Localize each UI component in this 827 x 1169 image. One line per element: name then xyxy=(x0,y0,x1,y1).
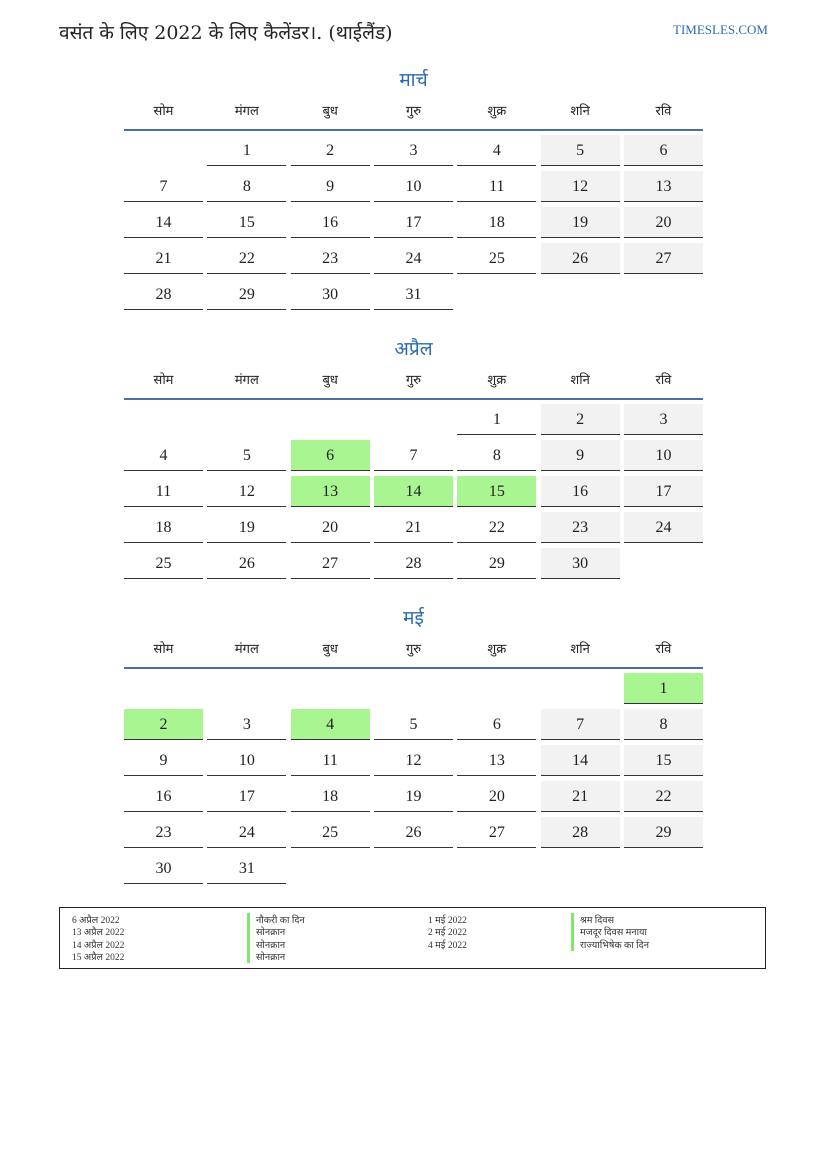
day-cell: 1 xyxy=(624,673,703,704)
day-cell: 26 xyxy=(374,817,453,848)
legend-date: 4 मई 2022 xyxy=(428,940,467,951)
weekday-label: रवि xyxy=(655,104,672,119)
empty-day-cell xyxy=(374,673,453,704)
empty-day-cell xyxy=(207,404,286,435)
empty-day-cell xyxy=(624,853,703,884)
weekday-label: गुरु xyxy=(405,642,422,657)
day-cell: 11 xyxy=(291,745,370,776)
empty-day-cell xyxy=(541,673,620,704)
day-cell: 18 xyxy=(291,781,370,812)
month-name: मई xyxy=(403,607,424,629)
empty-day-cell xyxy=(291,404,370,435)
day-cell: 18 xyxy=(124,512,203,543)
week-row xyxy=(124,669,703,705)
day-cell: 25 xyxy=(291,817,370,848)
day-cell: 21 xyxy=(374,512,453,543)
day-cell: 12 xyxy=(374,745,453,776)
day-cell: 29 xyxy=(457,548,536,579)
weekday-header-row xyxy=(124,95,703,131)
day-cell: 16 xyxy=(541,476,620,507)
day-cell: 10 xyxy=(624,440,703,471)
day-cell: 26 xyxy=(541,243,620,274)
weekday-label: गुरु xyxy=(405,373,422,388)
weekday-header-row xyxy=(124,633,703,669)
day-cell: 19 xyxy=(374,781,453,812)
weekday-label: बुध xyxy=(322,373,338,388)
day-cell: 21 xyxy=(124,243,203,274)
day-cell: 24 xyxy=(207,817,286,848)
day-cell: 30 xyxy=(291,279,370,310)
day-cell: 6 xyxy=(457,709,536,740)
day-cell: 29 xyxy=(624,817,703,848)
day-cell: 7 xyxy=(541,709,620,740)
legend-holiday-name: श्रम दिवस xyxy=(571,913,614,926)
day-cell: 21 xyxy=(541,781,620,812)
day-cell: 13 xyxy=(457,745,536,776)
weekday-label: शुक्र xyxy=(487,642,507,657)
legend-holiday-name: सोनक्रान xyxy=(247,925,285,938)
weekday-label: गुरु xyxy=(405,104,422,119)
week-row xyxy=(124,436,703,472)
day-cell: 30 xyxy=(124,853,203,884)
day-cell: 17 xyxy=(624,476,703,507)
week-row xyxy=(124,544,703,580)
day-cell: 31 xyxy=(207,853,286,884)
empty-day-cell xyxy=(291,853,370,884)
empty-day-cell xyxy=(207,673,286,704)
day-cell: 30 xyxy=(541,548,620,579)
day-cell: 4 xyxy=(124,440,203,471)
legend-date: 1 मई 2022 xyxy=(428,916,467,926)
day-cell: 3 xyxy=(624,404,703,435)
weekday-header-row xyxy=(124,364,703,400)
day-cell: 9 xyxy=(124,745,203,776)
empty-day-cell xyxy=(291,673,370,704)
day-cell: 20 xyxy=(457,781,536,812)
day-cell: 2 xyxy=(291,135,370,166)
week-row xyxy=(124,777,703,813)
day-cell: 14 xyxy=(541,745,620,776)
weekday-label: सोम xyxy=(153,373,174,388)
day-cell: 20 xyxy=(624,207,703,238)
day-cell: 8 xyxy=(207,171,286,202)
legend-holiday-name: राज्याभिषेक का दिन xyxy=(571,938,649,951)
week-row xyxy=(124,849,703,885)
empty-day-cell xyxy=(457,853,536,884)
empty-day-cell xyxy=(457,279,536,310)
day-cell: 20 xyxy=(291,512,370,543)
legend-holiday-name: मजदूर दिवस मनाया xyxy=(571,925,647,938)
legend-date: 14 अप्रैल 2022 xyxy=(72,940,125,951)
day-cell: 8 xyxy=(457,440,536,471)
empty-day-cell xyxy=(124,673,203,704)
legend-holiday-name: सोनक्रान xyxy=(247,950,285,963)
empty-day-cell xyxy=(457,673,536,704)
week-row xyxy=(124,275,703,311)
empty-day-cell xyxy=(374,404,453,435)
weekday-label: शनि xyxy=(570,642,590,657)
day-cell: 3 xyxy=(374,135,453,166)
day-cell: 22 xyxy=(457,512,536,543)
weekday-label: रवि xyxy=(655,373,672,388)
day-cell: 22 xyxy=(624,781,703,812)
weekday-label: बुध xyxy=(322,104,338,119)
legend-date: 13 अप्रैल 2022 xyxy=(72,928,125,939)
weekday-label: सोम xyxy=(153,642,174,657)
week-row xyxy=(124,705,703,741)
day-cell: 17 xyxy=(374,207,453,238)
day-cell: 13 xyxy=(291,476,370,507)
day-cell: 24 xyxy=(374,243,453,274)
weekday-label: मंगल xyxy=(234,373,259,388)
month-name: मार्च xyxy=(399,69,428,91)
empty-day-cell xyxy=(124,135,203,166)
day-cell: 12 xyxy=(207,476,286,507)
day-cell: 28 xyxy=(124,279,203,310)
day-cell: 1 xyxy=(457,404,536,435)
day-cell: 10 xyxy=(374,171,453,202)
empty-day-cell xyxy=(374,853,453,884)
day-cell: 13 xyxy=(624,171,703,202)
day-cell: 28 xyxy=(541,817,620,848)
day-cell: 27 xyxy=(624,243,703,274)
site-link[interactable]: TIMESLES.COM xyxy=(673,22,768,37)
week-row xyxy=(124,813,703,849)
week-row xyxy=(124,741,703,777)
day-cell: 7 xyxy=(374,440,453,471)
day-cell: 23 xyxy=(541,512,620,543)
month-block xyxy=(124,603,703,885)
empty-day-cell xyxy=(541,853,620,884)
day-cell: 9 xyxy=(541,440,620,471)
day-cell: 27 xyxy=(457,817,536,848)
day-cell: 31 xyxy=(374,279,453,310)
day-cell: 2 xyxy=(541,404,620,435)
week-row xyxy=(124,508,703,544)
day-cell: 23 xyxy=(291,243,370,274)
day-cell: 22 xyxy=(207,243,286,274)
day-cell: 15 xyxy=(624,745,703,776)
day-cell: 18 xyxy=(457,207,536,238)
month-block xyxy=(124,334,703,580)
day-cell: 7 xyxy=(124,171,203,202)
weekday-label: मंगल xyxy=(234,104,259,119)
day-cell: 25 xyxy=(124,548,203,579)
empty-day-cell xyxy=(624,279,703,310)
day-cell: 12 xyxy=(541,171,620,202)
day-cell: 14 xyxy=(124,207,203,238)
holiday-legend xyxy=(59,907,766,969)
legend-holiday-name: नौकरी का दिन xyxy=(247,913,305,926)
week-row xyxy=(124,239,703,275)
week-row xyxy=(124,400,703,436)
day-cell: 5 xyxy=(207,440,286,471)
day-cell: 19 xyxy=(207,512,286,543)
day-cell: 11 xyxy=(124,476,203,507)
empty-day-cell xyxy=(124,404,203,435)
day-cell: 4 xyxy=(457,135,536,166)
weekday-label: शनि xyxy=(570,373,590,388)
weekday-label: रवि xyxy=(655,642,672,657)
day-cell: 23 xyxy=(124,817,203,848)
week-row xyxy=(124,167,703,203)
day-cell: 6 xyxy=(291,440,370,471)
month-name: अप्रैल xyxy=(394,338,433,360)
day-cell: 16 xyxy=(124,781,203,812)
weekday-label: शुक्र xyxy=(487,373,507,388)
weekday-label: शनि xyxy=(570,104,590,119)
day-cell: 29 xyxy=(207,279,286,310)
day-cell: 5 xyxy=(374,709,453,740)
weekday-label: सोम xyxy=(153,104,174,119)
day-cell: 8 xyxy=(624,709,703,740)
day-cell: 15 xyxy=(207,207,286,238)
day-cell: 1 xyxy=(207,135,286,166)
day-cell: 3 xyxy=(207,709,286,740)
week-row xyxy=(124,131,703,167)
day-cell: 19 xyxy=(541,207,620,238)
day-cell: 5 xyxy=(541,135,620,166)
day-cell: 17 xyxy=(207,781,286,812)
day-cell: 27 xyxy=(291,548,370,579)
month-block xyxy=(124,65,703,311)
day-cell: 26 xyxy=(207,548,286,579)
day-cell: 15 xyxy=(457,476,536,507)
legend-date: 15 अप्रैल 2022 xyxy=(72,952,125,963)
day-cell: 10 xyxy=(207,745,286,776)
day-cell: 9 xyxy=(291,171,370,202)
day-cell: 16 xyxy=(291,207,370,238)
weekday-label: शुक्र xyxy=(487,104,507,119)
day-cell: 2 xyxy=(124,709,203,740)
day-cell: 14 xyxy=(374,476,453,507)
day-cell: 25 xyxy=(457,243,536,274)
day-cell: 11 xyxy=(457,171,536,202)
day-cell: 28 xyxy=(374,548,453,579)
week-row xyxy=(124,472,703,508)
legend-date: 6 अप्रैल 2022 xyxy=(72,916,120,926)
legend-holiday-name: सोनक्रान xyxy=(247,938,285,951)
weekday-label: बुध xyxy=(322,642,338,657)
empty-day-cell xyxy=(624,548,703,579)
day-cell: 4 xyxy=(291,709,370,740)
page-title: वसंत के लिए 2022 के लिए कैलेंडर।. (थाईलैंड) xyxy=(59,22,393,44)
day-cell: 24 xyxy=(624,512,703,543)
legend-date: 2 मई 2022 xyxy=(428,928,467,939)
week-row xyxy=(124,203,703,239)
weekday-label: मंगल xyxy=(234,642,259,657)
day-cell: 6 xyxy=(624,135,703,166)
empty-day-cell xyxy=(541,279,620,310)
